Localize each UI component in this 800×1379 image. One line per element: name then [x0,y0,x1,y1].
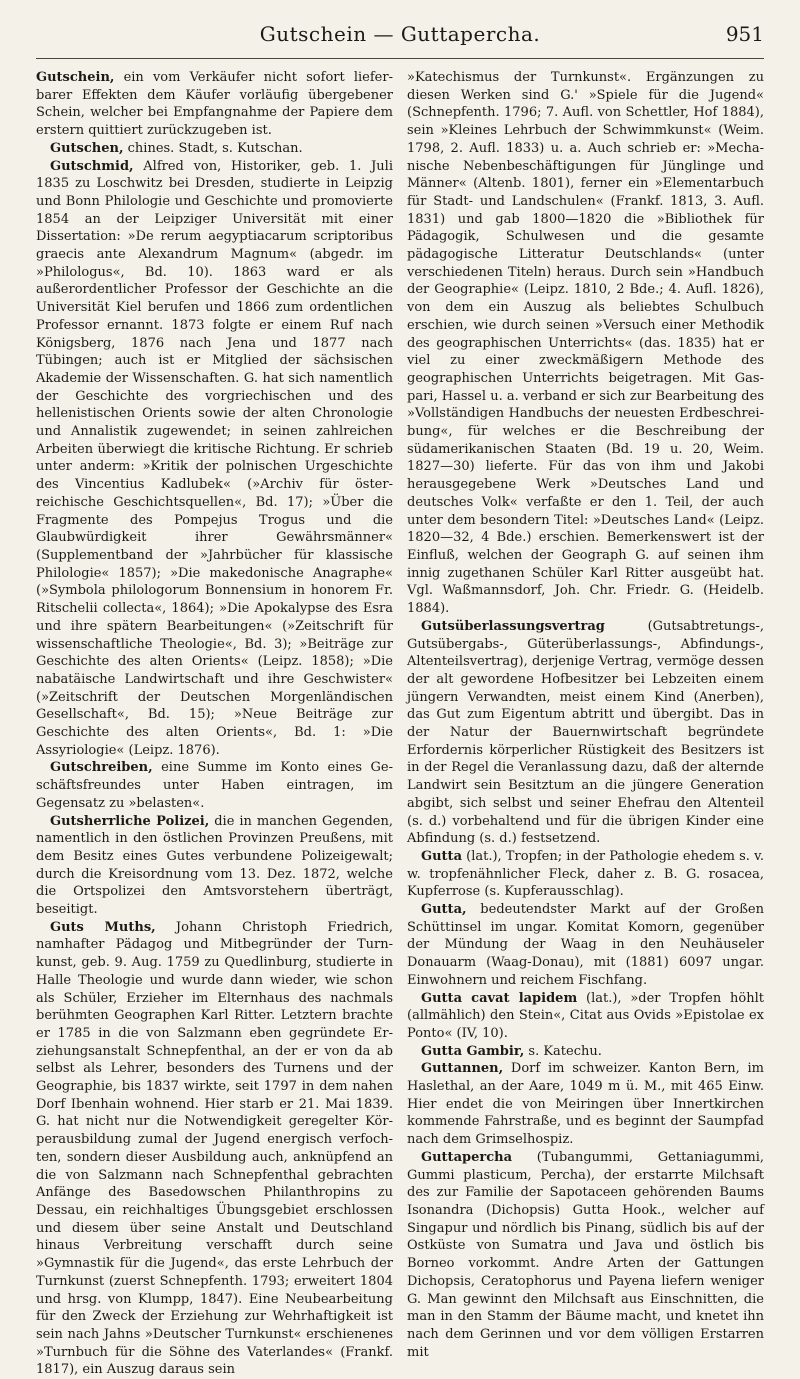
entry-text: bedeutendster Markt auf der Großen Schüttinsel im ungar. Komitat Komorn, gegenüber der Mündung der Waag in den Neuhäuseler Donauarm (Waag-Donau), mit (1881) 6097 ungar. Einwohnern und reichem Fischfang. [407,902,764,988]
left-column [36,69,393,1378]
entry-headword: Gutta, [421,902,467,918]
entry-headword: Guttapercha [421,1149,512,1165]
dictionary-entry [407,1043,764,1061]
dictionary-entry [36,140,393,158]
running-title: Gutschein — Guttapercha. [259,22,541,46]
entry-headword: Gutschein, [36,70,115,85]
dictionary-entry [36,919,393,1379]
dictionary-entry [407,990,764,1043]
entry-headword: Gutschmid, [50,158,134,174]
entry-text: die in manchen Gegenden, namentlich in den östlichen Provinzen Preußens, mit dem Besitz eines Gutes verbundene Polizeigewalt; durch die Kreisordnung vom 13. Dez. 1872, welche die Ortspolizei den Amtsvorstehern überträgt, beseitigt. [36,813,393,918]
page-header [36,22,764,52]
entry-text: (lat.), »der Tropfen höhlt (allmählich) den Stein«, Citat aus Ovids »Epistolae ex Ponto« (IV, 10). [407,990,764,1041]
right-column [407,69,764,1360]
dictionary-entry [36,158,393,760]
entry-headword: Gutta cavat lapidem [421,990,578,1006]
entry-headword: Guttannen, [421,1061,504,1077]
entry-headword: Gutsherrliche Polizei, [50,813,210,829]
entry-headword: Gutta [421,848,462,864]
entry-text: »Katechismus der Turnkunst«. Ergänzungen zu diesen Werken sind G.' »Spiele für die Jugend« (Schnepfenth. 1796; 7. Aufl. von Schettler, Hof 1884), sein »Kleines Lehrbuch der Schwimmkunst« (Weim. 1798, 2. Aufl. 1833) u. a. Auch schrieb er: »Mechanische Nebenbeschäftigungen für Jünglinge und Männer« (Altenb. 1801), ferner ein »Elementarbuch für Stadt- und Landschulen« (Frankf. 1813, 3. Aufl. 1831) und gab 1800—1820 die »Bibliothek für Pädagogik, Schulwesen und die gesamte pädagogische Litteratur Deutschlands« (unter verschiedenen Titeln) heraus. Durch sein »Handbuch der Geographie« (Leipz. 1810, 2 Bde.; 4. Aufl. 1826), von dem ein Auszug als beliebtes Schulbuch erschien, wie durch seinen »Versuch einer Methodik des geographischen Unterrichts« (das. 1835) hat er viel zu einer zweckmäßigern Methode des geographischen Unterrichts beigetragen. Mit Gaspari, Hassel u. a. verband er sich zur Bearbeitung des »Vollständigen Handbuchs der neuesten Erdbeschreibung«, für welches er die Beschreibung der südamerikanischen Staaten (Bd. 19 u. 20, Weim. 1827—30) lieferte. Für das von ihm und Jakobi herausgegebene Werk »Deutsches Land und deutsches Volk« verfaßte er den 1. Teil, der auch unter dem besondern Titel: »Deutsches Land« (Leipz. 1820—32, 4 Bde.) erschien. Bemerkenswert ist der Einfluß, welchen der Geograph G. auf seinen ihm innig zugethanen Schüler Karl Ritter ausgeübt hat. Vgl. Waßmannsdorf, Joh. Chr. Friedr. G. (Heidelb. 1884). [407,70,764,617]
dictionary-entry [407,848,764,901]
entry-text: Dorf im schweizer. Kanton Bern, im Haslethal, an der Aare, 1049 m ü. M., mit 465 Einw. Hier endet die von Meiringen über Innertkirchen kommende Fahrstraße, und es beginnt der Saumpfad nach dem Grimselhospiz. [407,1061,764,1148]
entry-text: Johann Christoph Friedrich, namhafter Pädagog und Mitbegründer der Turnkunst, geb. 9. Aug. 1759 zu Quedlinburg, studierte in Halle Theologie und wurde dann wieder, wie schon als Schüler, Erzieher im Elternhaus des nachmals berühmten Geographen Karl Ritter. Letztern brachte er 1785 in die von Salzmann eben gegründete Erziehungsanstalt Schnepfenthal, an der er von da ab selbst als Lehrer, besonders des Turnens und der Geographie, bis 1837 wirkte, seit 1797 in dem nahen Dorf Ibenhain wohnend. Hier starb er 21. Mai 1839. G. hat nicht nur die Notwendigkeit geregelter Körperausbildung zumal der Jugend energisch verfochten, sondern dieser Ausbildung auch, anknüpfend an die von Salzmann nach Schnepfenthal gebrachten Anfänge des Basedowschen Philanthropins zu Dessau, ein reichhaltiges Übungsgebiet erschlossen und diesem über seine Anstalt und Deutschland hinaus Verbreitung verschafft durch seine »Gymnastik für die Jugend«, das erste Lehrbuch der Turnkunst (zuerst Schnepfenth. 1793; erweitert 1804 und hrsg. von Klumpp, 1847). Eine Neubearbeitung für den Zweck der Erziehung zur Wehrhaftigkeit ist sein nach Jahns »Deutscher Turnkunst« erschienenes »Turnbuch für die Söhne des Vaterlandes« (Frankf. 1817), ein Auszug daraus sein [36,919,393,1378]
entry-headword: Gutschen, [50,140,124,156]
entry-text: eine Summe im Konto eines Geschäftsfreundes unter Haben eintragen, im Gegensatz zu »belasten«. [36,760,393,811]
entry-text: ein vom Verkäufer nicht sofort lieferbarer Effekten dem Käufer vorläufig übergebener Schein, welcher bei Empfangnahme der Papiere dem erstern quittiert zurückzugeben ist. [36,70,393,139]
text-columns [36,69,764,1378]
dictionary-entry [36,69,393,140]
entry-text: (Gutsabtretungs-, Gutsübergabs-, Güterüberlassungs-, Abfindungs-, Altenteilsvertrag), derjenige Vertrag, vermöge dessen der alt gewordene Hofbesitzer bei Lebzeiten einem jüngern Verwandten, meist einem Kind (Anerben), das Gut zum Eigentum abtritt und übergibt. Das in der Natur der Bauernwirtschaft begründete Erfordernis körperlicher Rüstigkeit des Besitzers ist in der Regel die Veranlassung dazu, daß der alternde Landwirt sein Besitztum an die jüngere Generation abgibt, sich selbst und seiner Ehefrau den Altenteil (s. d.) vorbehaltend und für die übrigen Kinder eine Abfindung (s. d.) festsetzend. [407,618,764,847]
dictionary-entry [407,618,764,848]
dictionary-entry [407,69,764,618]
entry-text: (Tubangummi, Gettaniagummi, Gummi plasticum, Percha), der erstarrte Milchsaft des zur Familie der Sapotaceen gehörenden Baums Isonandra (Dichopsis) Gutta Hook., welcher auf Singapur und nördlich bis Pinang, südlich bis auf der Ostküste von Sumatra und Java und östlich bis Borneo vorkommt. Andre Arten der Gattungen Dichopsis, Ceratophorus und Payena liefern weniger G. Man gewinnt den Milchsaft aus Einschnitten, die man in den Stamm der Bäume macht, und knetet ihn nach dem Gerinnen und vor dem völligen Erstarren mit [407,1149,764,1360]
entry-text: Alfred von, Historiker, geb. 1. Juli 1835 zu Loschwitz bei Dresden, studierte in Leipzig und Bonn Philologie und Geschichte und promovierte 1854 an der Leipziger Universität mit einer Dissertation: »De rerum aegyptiacarum scriptoribus graecis ante Alexandrum Magnum« (abgedr. im »Philologus«, Bd. 10). 1863 ward er als außerordentlicher Professor der Geschichte an die Universität Kiel berufen und 1866 zum ordentlichen Professor ernannt. 1873 folgte er einem Ruf nach Königsberg, 1876 nach Jena und 1877 nach Tübingen; auch ist er Mitglied der sächsischen Akademie der Wissenschaften. G. hat sich namentlich der Geschichte des vorgriechischen und des hellenistischen Orients sowie der alten Chronologie und Annalistik zugewendet; in seinen zahlreichen Arbeiten überwiegt die kritische Richtung. Er schrieb unter anderm: »Kritik der polnischen Urgeschichte des Vincentius Kadlubek« (»Archiv für österreichische Geschichtsquellen«, Bd. 17); »Über die Fragmente des Pompejus Trogus und die Glaubwürdigkeit ihrer Gewährsmänner« (Supplementband der »Jahrbücher für klassische Philologie« 1857); »Die makedonische Anagraphe« (»Symbola philologorum Bonnensium in honorem Fr. Ritschelii collecta«, 1864); »Die Apokalypse des Esra und ihre spätern Bearbeitungen« (»Zeitschrift für wissenschaftliche Theologie«, Bd. 3); »Beiträge zur Geschichte des alten Orients« (Leipz. 1858); »Die nabatäische Landwirtschaft und ihre Geschwister« (»Zeitschrift der Deutschen Morgenländischen Gesellschaft«, Bd. 15); »Neue Beiträge zur Geschichte des alten Orients«, Bd. 1: »Die Assyriologie« (Leipz. 1876). [36,158,393,758]
entry-headword: Guts Muths, [50,919,156,935]
dictionary-entry [407,1149,764,1361]
dictionary-entry [36,759,393,812]
dictionary-entry [407,1060,764,1149]
entry-text: chines. Stadt, s. Kutschan. [123,140,303,156]
entry-text: (lat.), Tropfen; in der Pathologie ehedem s. v. w. tropfenähnlicher Fleck, daher z. B. G. rosacea, Kupferrose (s. Kupferausschlag). [407,848,764,900]
dictionary-entry [36,813,393,919]
entry-headword: Gutta Gambir, [421,1043,525,1059]
dictionary-entry [407,901,764,990]
header-rule [36,58,764,59]
entry-headword: Gutsüberlassungsvertrag [421,618,605,634]
page-number: 951 [725,22,764,46]
entry-text: s. Katechu. [524,1043,602,1059]
entry-headword: Gutschreiben, [50,760,153,776]
